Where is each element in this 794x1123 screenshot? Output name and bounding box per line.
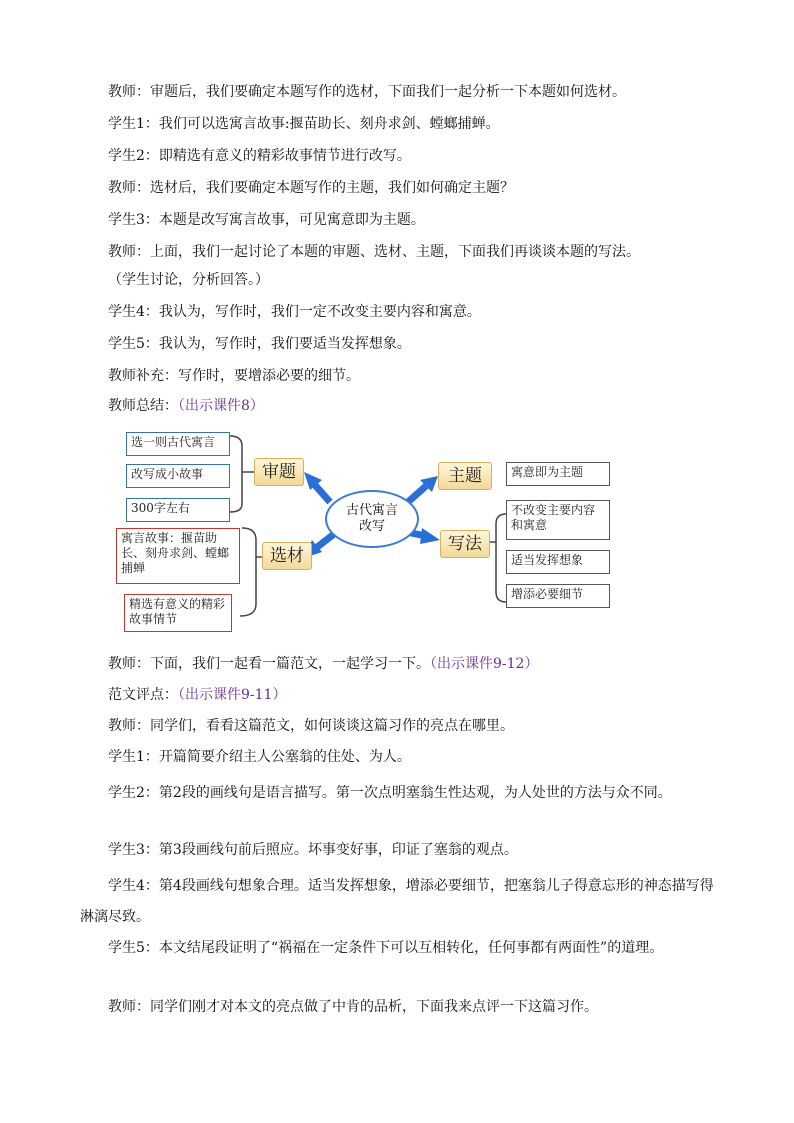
node-zhuti: 主题 bbox=[438, 462, 492, 490]
bracket-shenti bbox=[230, 436, 242, 512]
dialogue-line: 教师：上面，我们一起讨论了本题的审题、选材、主题，下面我们再谈谈本题的写法。 bbox=[108, 244, 640, 260]
node-shenti: 审题 bbox=[254, 458, 304, 486]
dialogue-line: 教师：同学们，看看这篇范文，如何谈谈这篇习作的亮点在哪里。 bbox=[108, 718, 514, 734]
shenti-item: 选一则古代寓言 bbox=[126, 432, 230, 456]
dialogue-paragraph: 学生3：第3段画线句前后照应。坏事变好事，印证了塞翁的观点。 bbox=[108, 842, 518, 858]
arrow-to-zhuti bbox=[408, 476, 438, 502]
dialogue-line: 学生2：即精选有意义的精彩故事情节进行改写。 bbox=[108, 148, 411, 164]
xiefa-item: 不改变主要内容和寓意 bbox=[506, 500, 610, 540]
dialogue-paragraph: 学生5：本文结尾段证明了“祸福在一定条件下可以互相转化，任何事都有两面性”的道理。 bbox=[108, 940, 664, 956]
courseware-note: （出示课件9-12） bbox=[430, 656, 539, 672]
dialogue-line: 学生3：本题是改写寓言故事，可见寓意即为主题。 bbox=[108, 212, 425, 228]
mind-map bbox=[108, 424, 628, 642]
dialogue-line: 教师：下面，我们一起看一篇范文，一起学习一下。（出示课件9-12） bbox=[108, 656, 539, 672]
courseware-note: （出示课件8） bbox=[178, 398, 264, 414]
zhuti-item: 寓意即为主题 bbox=[506, 462, 610, 486]
dialogue-line: 学生5：我认为，写作时，我们要适当发挥想象。 bbox=[108, 336, 411, 352]
dialogue-paragraph: 学生4：第4段画线句想象合理。适当发挥想象，增添必要细节，把塞翁儿子得意忘形的神态描写得淋漓尽致。 bbox=[80, 878, 714, 925]
shenti-item: 改写成小故事 bbox=[126, 464, 230, 488]
dialogue-line: （学生讨论，分析回答。） bbox=[108, 272, 269, 288]
dialogue-line: 教师：选材后，我们要确定本题写作的主题，我们如何确定主题？ bbox=[108, 180, 514, 196]
dialogue-line: 教师：审题后，我们要确定本题写作的选材，下面我们一起分析一下本题如何选材。 bbox=[108, 84, 626, 100]
node-xiefa: 写法 bbox=[440, 530, 490, 558]
xiefa-item: 增添必要细节 bbox=[506, 584, 610, 608]
teacher-summary-line bbox=[108, 396, 728, 416]
courseware-note: （出示课件9-11） bbox=[178, 687, 287, 703]
dialogue-line: 学生1：开篇简要介绍主人公塞翁的住处、为人。 bbox=[108, 749, 411, 765]
bracket-xiefa bbox=[496, 514, 506, 602]
xiefa-item: 适当发挥想象 bbox=[506, 550, 610, 574]
center-topic: 古代寓言改写 bbox=[325, 490, 419, 548]
dialogue-line: 教师补充：写作时，要增添必要的细节。 bbox=[108, 368, 360, 384]
arrow-to-shenti bbox=[304, 472, 330, 502]
bracket-xuancai bbox=[240, 528, 256, 616]
dialogue-line: 学生1：我们可以选寓言故事:揠苗助长、刻舟求剑、螳螂捕蝉。 bbox=[108, 116, 500, 132]
node-xuancai: 选材 bbox=[262, 542, 312, 570]
dialogue-line: 范文评点：（出示课件9-11） bbox=[108, 687, 287, 703]
dialogue-paragraph: 教师：同学们刚才对本文的亮点做了中肯的品析，下面我来点评一下这篇习作。 bbox=[108, 999, 598, 1015]
dialogue-paragraph: 学生2：第2段的画线句是语言描写。第一次点明塞翁生性达观，为人处世的方法与众不同。 bbox=[108, 785, 672, 801]
dialogue-line: 学生4：我认为，写作时，我们一定不改变主要内容和寓意。 bbox=[108, 304, 481, 320]
shenti-item: 300字左右 bbox=[126, 498, 230, 522]
summary-label: 教师总结： bbox=[108, 398, 178, 414]
xuancai-item: 精选有意义的精彩故事情节 bbox=[124, 594, 232, 632]
xuancai-item: 寓言故事：揠苗助长、刻舟求剑、螳螂捕蝉 bbox=[116, 528, 240, 584]
